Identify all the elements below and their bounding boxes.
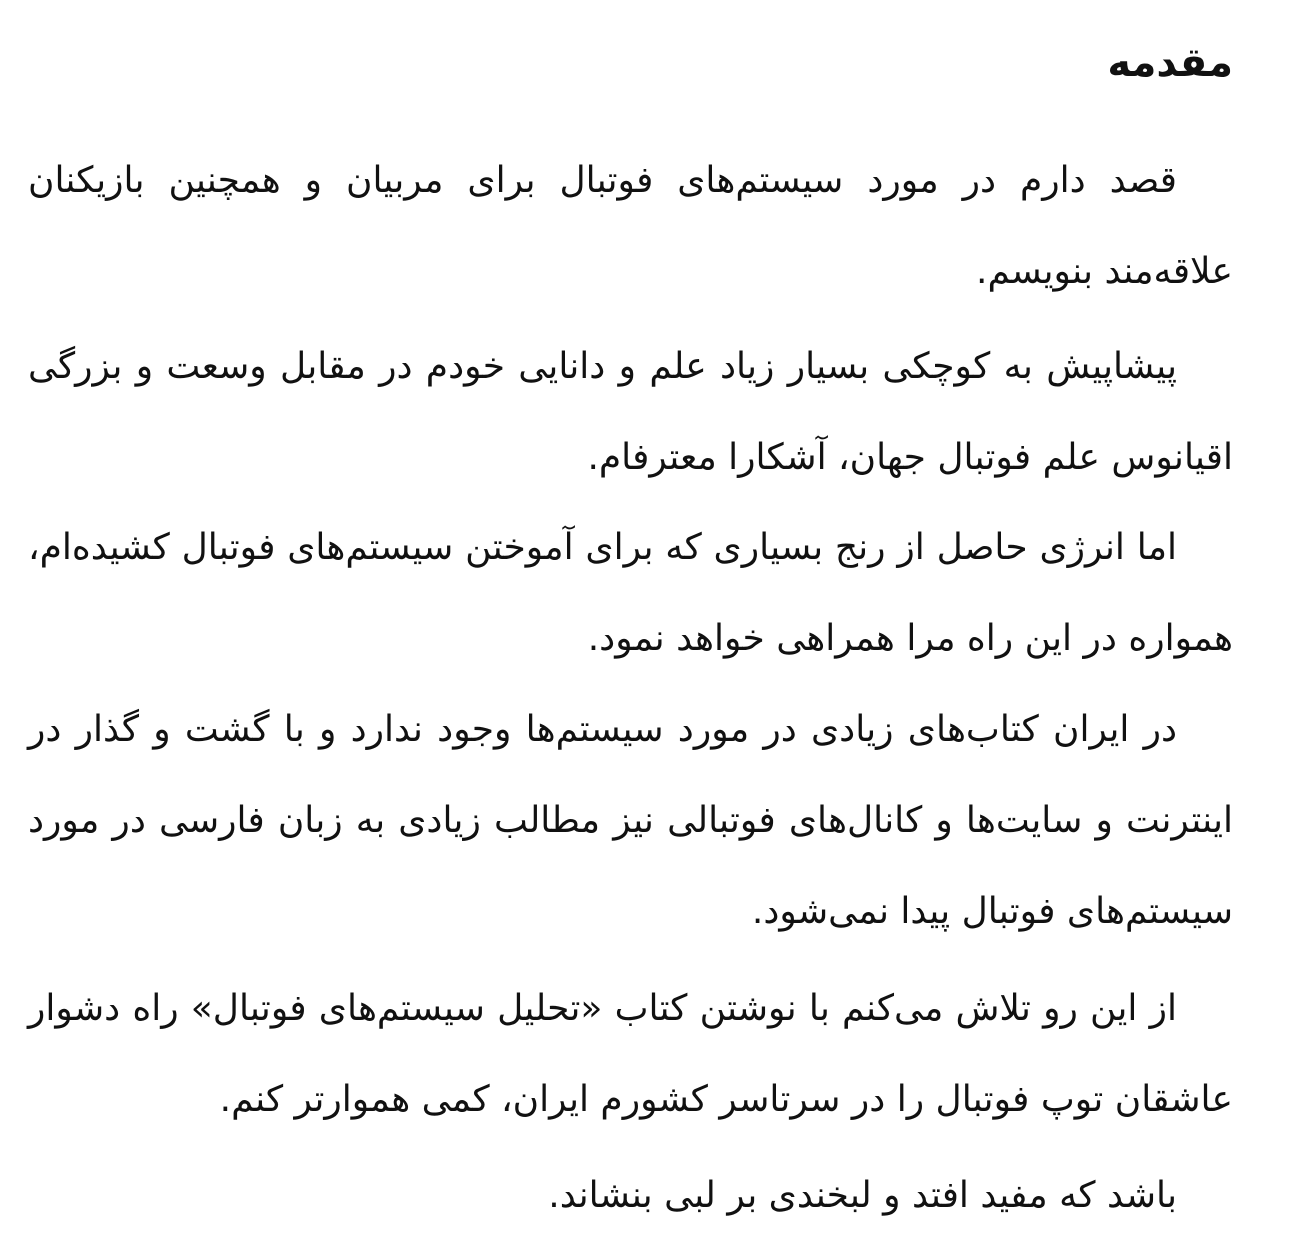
paragraph-purpose: از این رو تلاش می‌کنم با نوشتن کتاب «تحلیل سیستم‌های فوتبال» راه دشوار عاشقان توپ فوتبال را در سرتاسر کشورم ایران، کمی هموارتر کنم. — [28, 988, 1233, 1120]
paragraph-intent: قصد دارم در مورد سیستم‌های فوتبال برای مربیان و همچنین بازیکنان علاقه‌مند بنویسم. — [28, 160, 1233, 292]
paragraph-closing-wish: باشد که مفید افتد و لبخندی بر لبی بنشاند. — [548, 1175, 1177, 1216]
page-title: مقدمه — [1107, 40, 1233, 86]
document-page — [28, 0, 1233, 1240]
paragraph-motivation: اما انرژی حاصل از رنج بسیاری که برای آموختن سیستم‌های فوتبال کشیده‌ام، همواره در این راه مرا همراهی خواهد نمود. — [28, 527, 1233, 659]
paragraph-humility: پیشاپیش به کوچکی بسیار زیاد علم و دانایی خودم در مقابل وسعت و بزرگی اقیانوس علم فوتبال جهان، آشکارا معترفام. — [28, 346, 1233, 478]
paragraph-lack-of-resources: در ایران کتاب‌های زیادی در مورد سیستم‌ها وجود ندارد و با گشت و گذار در اینترنت و سایت‌ها و کانال‌های فوتبالی نیز مطالب زیادی به زبان فارسی در مورد سیستم‌های فوتبال پیدا نمی‌شود. — [28, 709, 1233, 932]
